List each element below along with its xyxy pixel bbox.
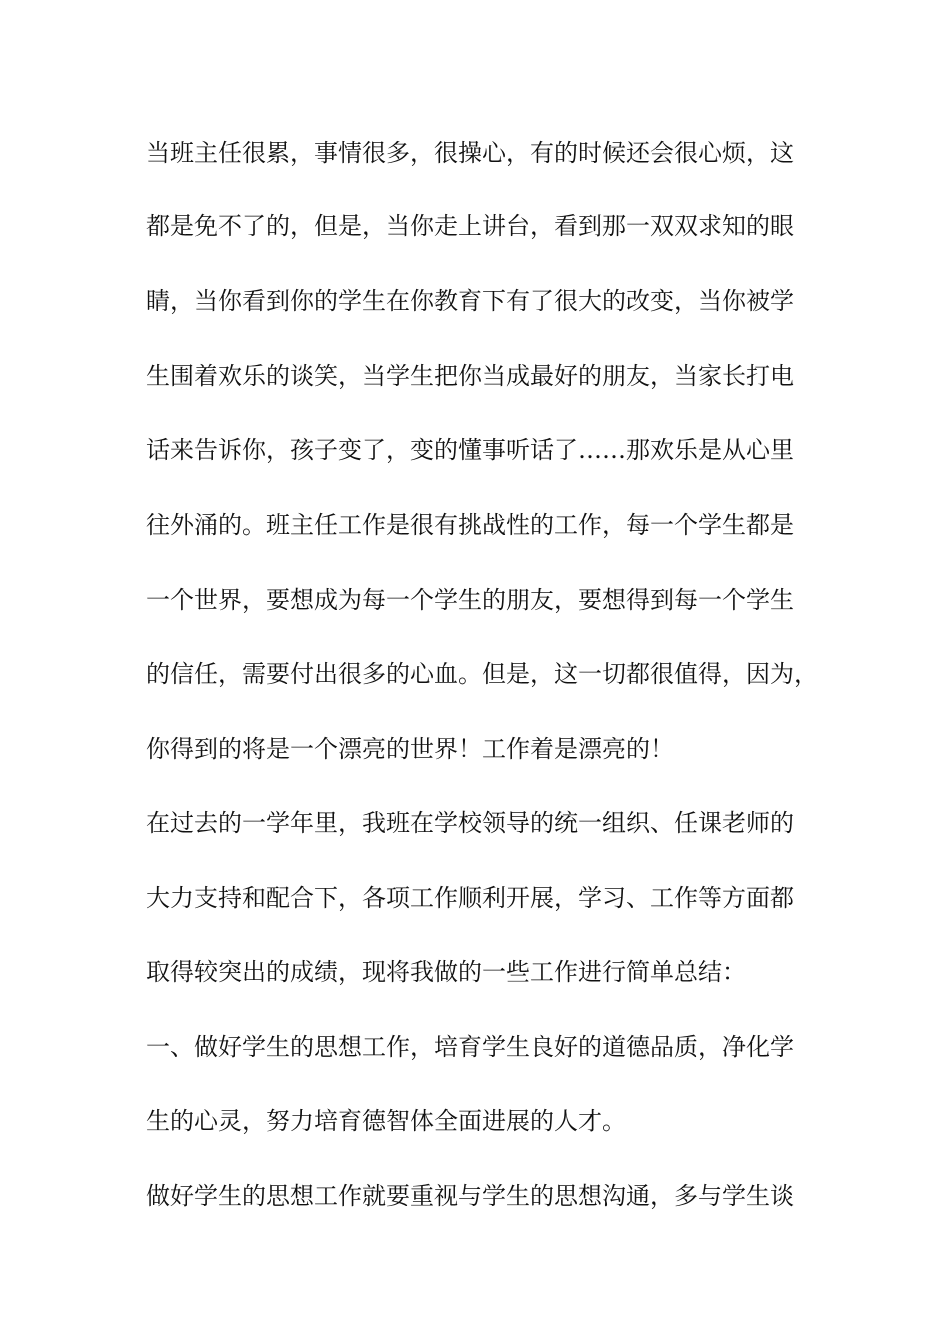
text-line: 生的心灵，努力培育德智体全面进展的人才。 [146,1107,626,1135]
text-line: 往外涌的。班主任工作是很有挑战性的工作，每一个学生都是 [146,511,794,539]
text-line: 取得较突出的成绩，现将我做的一些工作进行简单总结： [146,958,746,986]
text-line: 生围着欢乐的谈笑，当学生把你当成最好的朋友，当家长打电 [146,362,794,390]
text-line: 你得到的将是一个漂亮的世界！工作着是漂亮的！ [146,735,674,763]
text-line: 都是免不了的，但是，当你走上讲台，看到那一双双求知的眼 [146,212,794,240]
text-line: 大力支持和配合下，各项工作顺利开展，学习、工作等方面都 [146,884,794,912]
text-line: 在过去的一学年里，我班在学校领导的统一组织、任课老师的 [146,809,794,837]
text-line: 的信任，需要付出很多的心血。但是，这一切都很值得，因为， [146,660,818,688]
text-line: 做好学生的思想工作就要重视与学生的思想沟通，多与学生谈 [146,1182,794,1210]
text-line: 当班主任很累，事情很多，很操心，有的时候还会很心烦，这 [146,139,794,167]
text-line: 一个世界，要想成为每一个学生的朋友，要想得到每一个学生 [146,586,794,614]
text-line: 话来告诉你，孩子变了，变的懂事听话了……那欢乐是从心里 [146,436,794,464]
text-line: 睛，当你看到你的学生在你教育下有了很大的改变，当你被学 [146,287,794,315]
text-line: 一、做好学生的思想工作，培育学生良好的道德品质，净化学 [146,1033,794,1061]
